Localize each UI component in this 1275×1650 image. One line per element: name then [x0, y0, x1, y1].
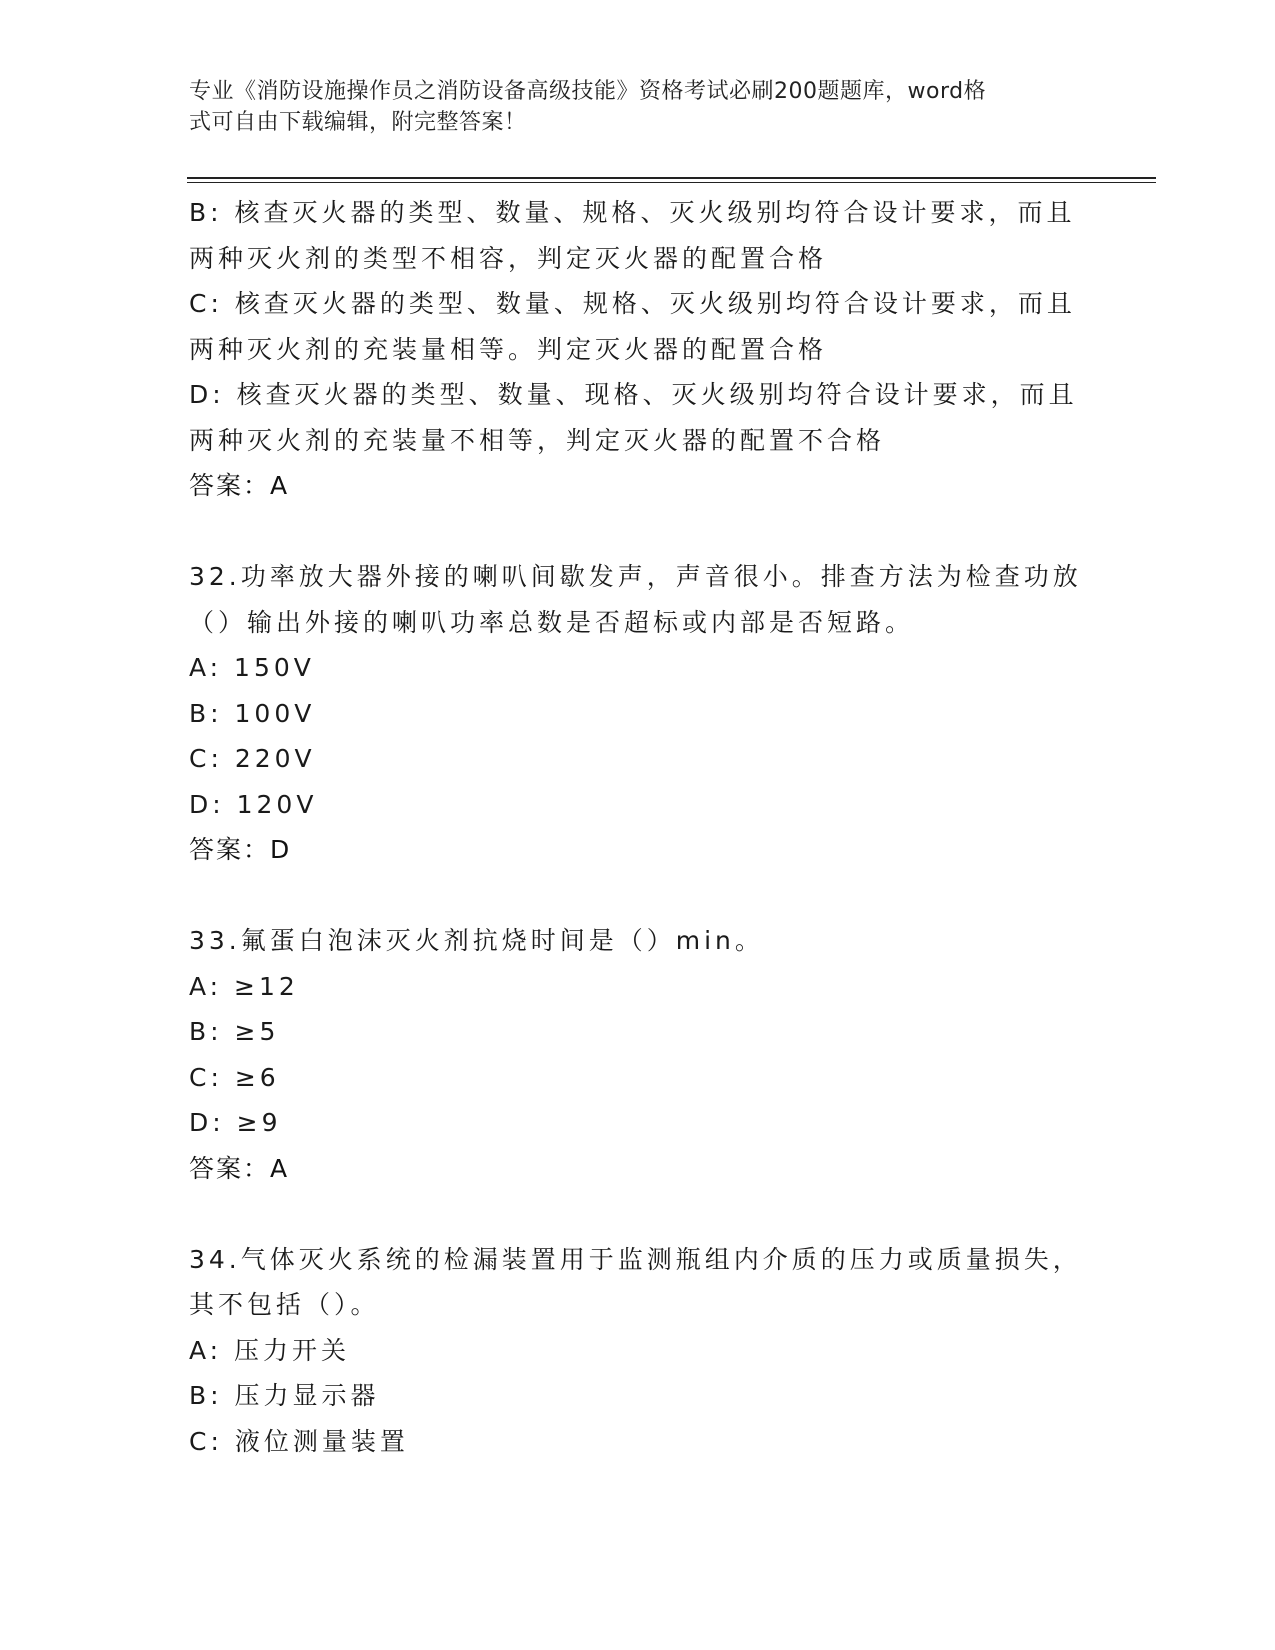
q34-option-b: B: 压力显示器 [189, 1381, 380, 1410]
header-line-2: 式可自由下载编辑，附完整答案！ [189, 110, 527, 135]
header-line-1: 专业《消防设施操作员之消防设备高级技能》资格考试必刷200题题库，word格 [189, 79, 987, 104]
q33-option-b: B: ≥5 [189, 1017, 280, 1046]
q33-option-c: C: ≥6 [189, 1062, 280, 1092]
q31-option-c-line-1: C: 核查灭火器的类型、数量、规格、灭火级别均符合设计要求，而且 [189, 289, 1076, 318]
q32-option-a: A: 150V [189, 653, 315, 682]
q32-stem-line-2: （）输出外接的喇叭功率总数是否超标或内部是否短路。 [189, 607, 915, 637]
q33-stem: 33.氟蛋白泡沫灭火剂抗烧时间是（）min。 [189, 926, 764, 955]
document-header [189, 76, 1069, 138]
q32-option-d: D: 120V [189, 789, 318, 819]
header-rule-thick [187, 177, 1156, 179]
spacer [189, 873, 1089, 919]
question-content [189, 190, 1089, 1464]
q31-option-d-line-2: 两种灭火剂的充装量不相等，判定灭火器的配置不合格 [189, 425, 886, 455]
q31-option-c-line-2: 两种灭火剂的充装量相等。判定灭火器的配置合格 [189, 334, 828, 364]
q32-answer: 答案：D [189, 835, 292, 864]
q34-option-c: C: 液位测量装置 [189, 1426, 409, 1456]
q32-option-c: C: 220V [189, 744, 316, 773]
q33-option-d: D: ≥9 [189, 1108, 282, 1137]
q32-stem-line-1: 32.功率放大器外接的喇叭间歇发声，声音很小。排查方法为检查功放 [189, 562, 1082, 591]
q31-option-b-line-1: B: 核查灭火器的类型、数量、规格、灭火级别均符合设计要求，而且 [189, 198, 1076, 227]
q33-option-a: A: ≥12 [189, 971, 299, 1001]
q31-option-d-line-1: D: 核查灭火器的类型、数量、现格、灭火级别均符合设计要求，而且 [189, 380, 1078, 409]
q32-option-b: B: 100V [189, 698, 316, 728]
spacer [189, 1191, 1089, 1237]
header-rule-thin [187, 182, 1156, 183]
q31-option-b-line-2: 两种灭火剂的类型不相容，判定灭火器的配置合格 [189, 243, 828, 273]
q34-stem-line-2: 其不包括（）。 [189, 1290, 380, 1319]
q34-stem-line-1: 34.气体灭火系统的检漏装置用于监测瓶组内介质的压力或质量损失， [189, 1244, 1082, 1274]
q34-option-a: A: 压力开关 [189, 1335, 351, 1365]
spacer [189, 509, 1089, 555]
q33-answer: 答案：A [189, 1153, 290, 1183]
q31-answer: 答案：A [189, 471, 290, 500]
